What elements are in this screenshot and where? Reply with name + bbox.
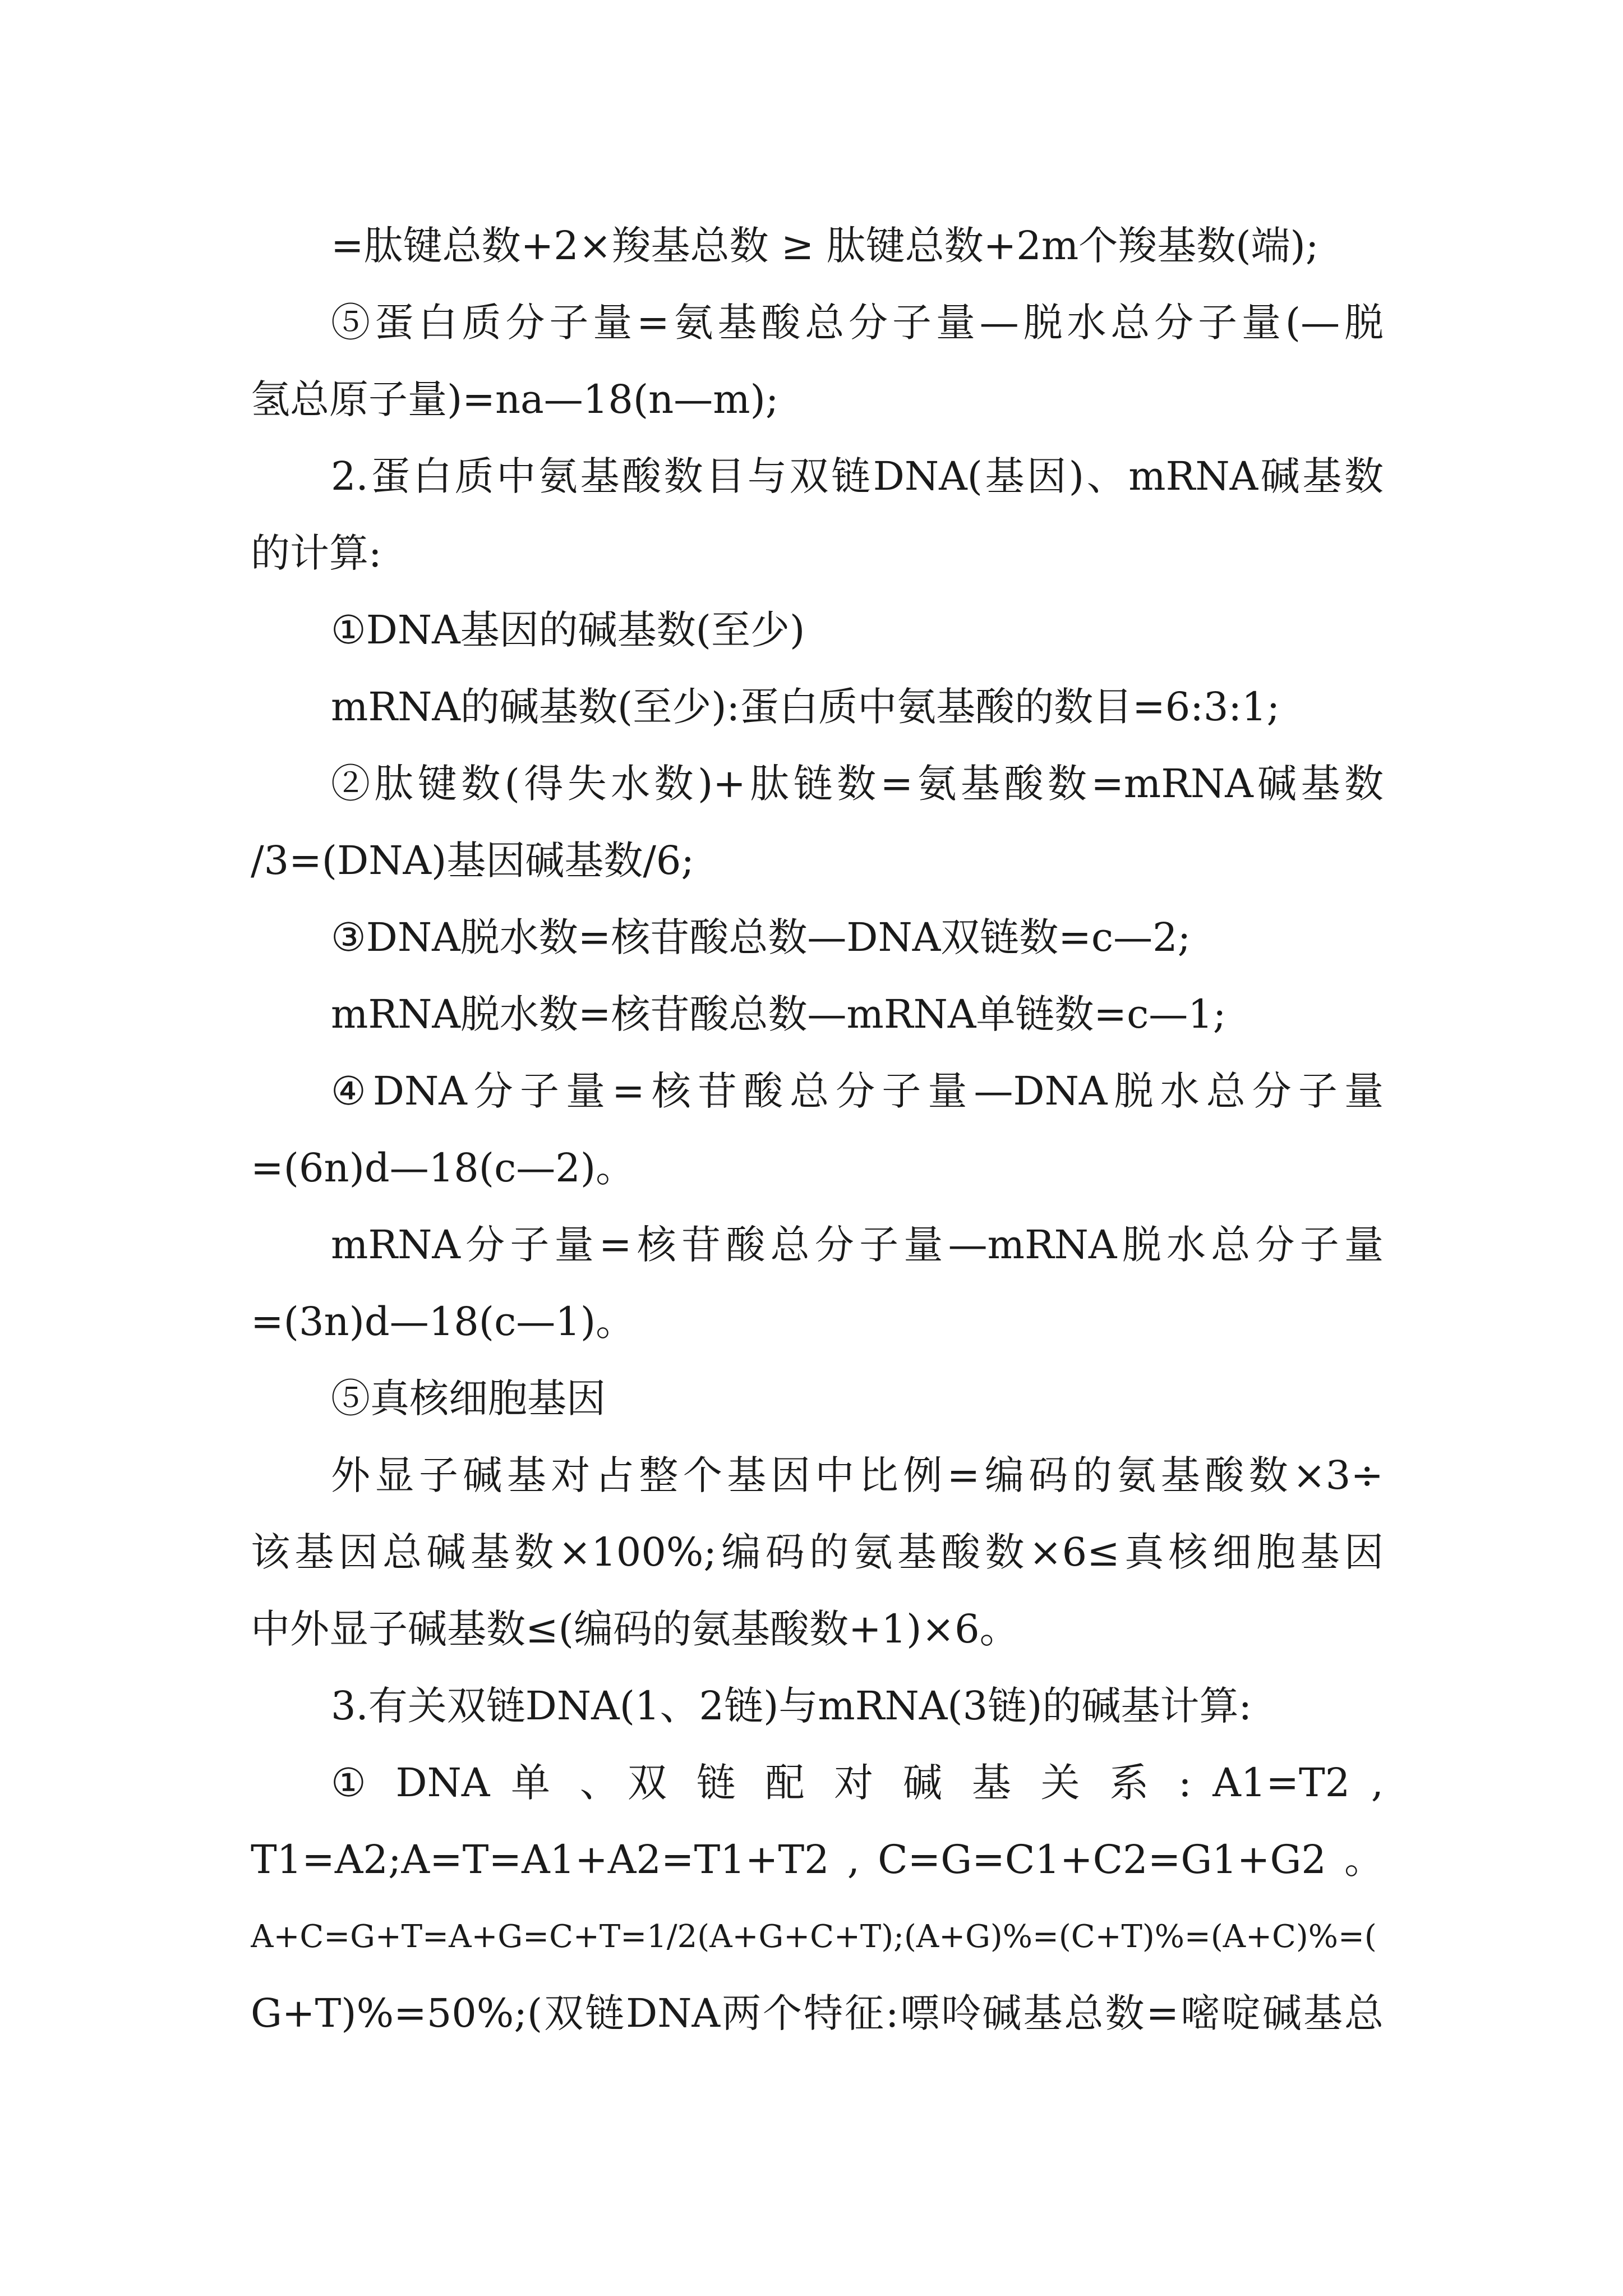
- text-line-17: 外显子碱基对占整个基因中比例=编码的氨基酸数×3÷: [331, 1452, 1384, 1498]
- text-line-21: ① DNA 单 、双 链 配 对 碱 基 关 系 : A1=T2 ,: [331, 1760, 1384, 1806]
- text-line-4: 2.蛋白质中氨基酸数目与双链DNA(基因)、mRNA碱基数: [331, 453, 1384, 499]
- text-line-15: =(3n)d—18(c—1)。: [251, 1299, 635, 1345]
- text-line-16: ⑤真核细胞基因: [331, 1375, 606, 1421]
- text-line-22: T1=A2;A=T=A1+A2=T1+T2 , C=G=C1+C2=G1+G2 。: [251, 1837, 1384, 1883]
- text-line-1: =肽键总数+2×羧基总数 ≥ 肽键总数+2m个羧基数(端);: [331, 223, 1319, 269]
- text-line-19: 中外显子碱基数≤(编码的氨基酸数+1)×6。: [251, 1606, 1019, 1652]
- text-line-18: 该基因总碱基数×100%;编码的氨基酸数×6≤真核细胞基因: [251, 1529, 1384, 1575]
- text-line-14: mRNA分子量=核苷酸总分子量—mRNA脱水总分子量: [331, 1222, 1384, 1268]
- text-line-13: =(6n)d—18(c—2)。: [251, 1145, 635, 1191]
- text-line-6: ①DNA基因的碱基数(至少): [331, 607, 805, 653]
- text-line-2: ⑤蛋白质分子量=氨基酸总分子量—脱水总分子量(—脱: [331, 300, 1384, 346]
- text-line-24: G+T)%=50%;(双链DNA两个特征:嘌呤碱基总数=嘧啶碱基总: [251, 1990, 1384, 2036]
- text-line-12: ④DNA分子量=核苷酸总分子量—DNA脱水总分子量: [331, 1068, 1384, 1114]
- text-line-5: 的计算:: [251, 530, 382, 576]
- text-line-10: ③DNA脱水数=核苷酸总数—DNA双链数=c—2;: [331, 914, 1191, 960]
- text-line-3: 氢总原子量)=na—18(n—m);: [251, 376, 779, 422]
- text-line-9: /3=(DNA)基因碱基数/6;: [251, 838, 695, 884]
- text-line-11: mRNA脱水数=核苷酸总数—mRNA单链数=c—1;: [331, 991, 1227, 1037]
- text-line-23: A+C=G+T=A+G=C+T=1/2(A+G+C+T);(A+G)%=(C+T)%=(A+C)%=(: [251, 1918, 1377, 1955]
- text-line-8: ②肽键数(得失水数)+肽链数=氨基酸数=mRNA碱基数: [331, 761, 1384, 807]
- text-line-7: mRNA的碱基数(至少):蛋白质中氨基酸的数目=6:3:1;: [331, 684, 1280, 730]
- text-line-20: 3.有关双链DNA(1、2链)与mRNA(3链)的碱基计算:: [331, 1683, 1252, 1729]
